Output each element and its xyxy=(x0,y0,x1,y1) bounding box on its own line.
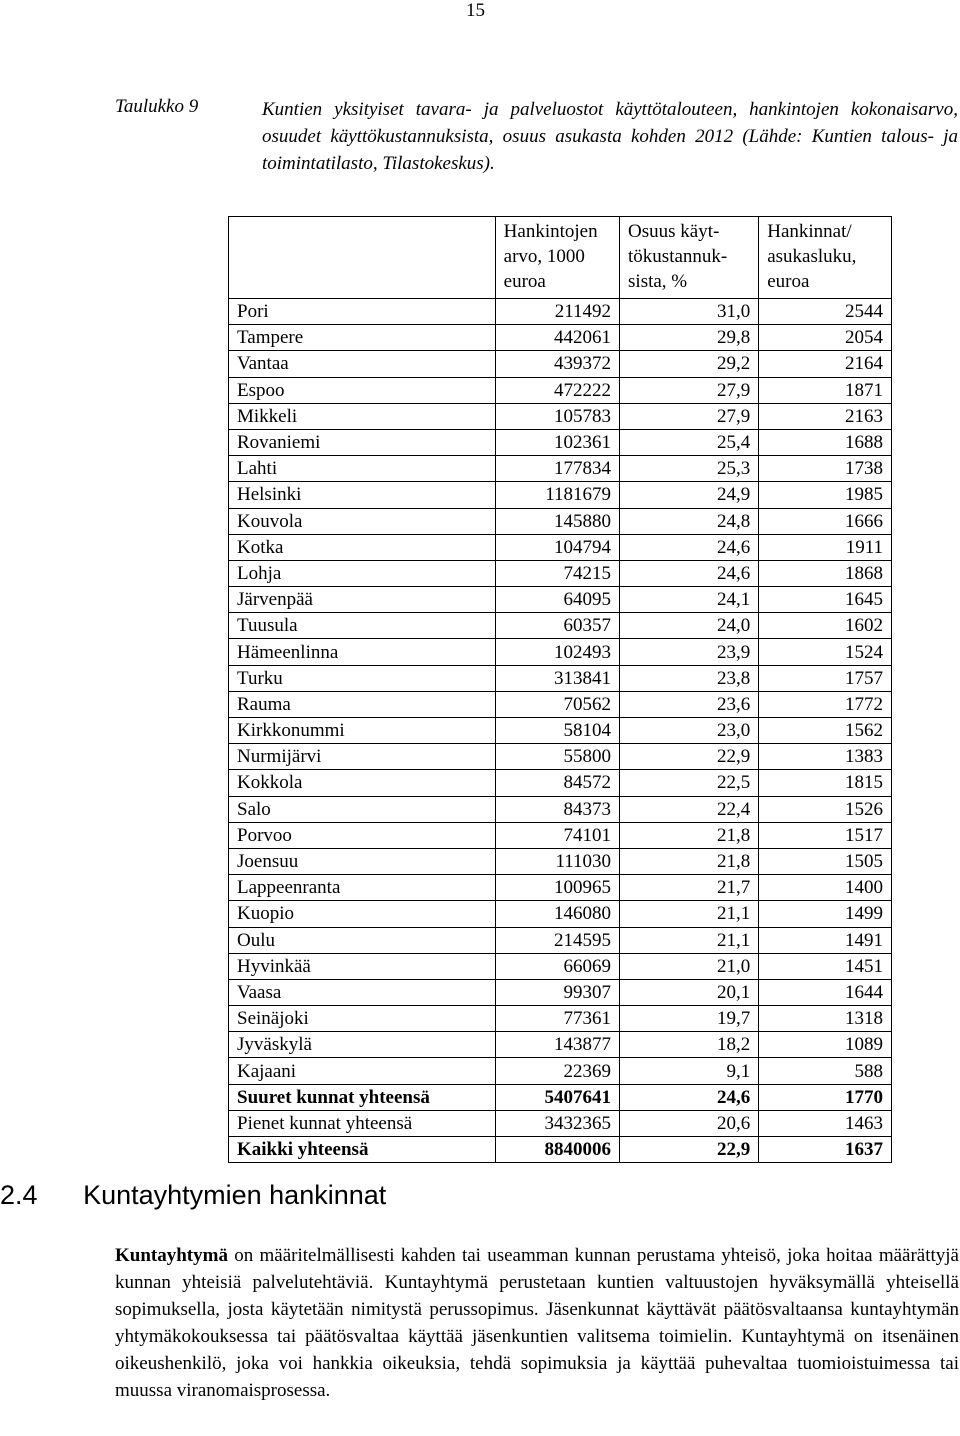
header-cell-name xyxy=(229,217,496,299)
cell-name: Pienet kunnat yhteensä xyxy=(229,1110,496,1136)
table-row xyxy=(229,1084,892,1110)
cell-per-capita: 1770 xyxy=(759,1084,892,1110)
cell-per-capita: 1666 xyxy=(759,508,892,534)
cell-name: Mikkeli xyxy=(229,403,496,429)
body-paragraph xyxy=(115,1242,959,1404)
cell-share: 23,8 xyxy=(620,665,759,691)
cell-share: 21,1 xyxy=(620,927,759,953)
cell-share: 23,9 xyxy=(620,639,759,665)
header-cell-value: Hankintojen arvo, 1000 euroa xyxy=(495,217,619,299)
table-row xyxy=(229,325,892,351)
cell-value: 74215 xyxy=(495,560,619,586)
cell-share: 24,6 xyxy=(620,534,759,560)
cell-per-capita: 1645 xyxy=(759,587,892,613)
cell-per-capita: 1772 xyxy=(759,691,892,717)
table-row xyxy=(229,1058,892,1084)
cell-value: 143877 xyxy=(495,1032,619,1058)
cell-per-capita: 1505 xyxy=(759,848,892,874)
table-row xyxy=(229,822,892,848)
cell-share: 22,9 xyxy=(620,1137,759,1163)
cell-name: Kajaani xyxy=(229,1058,496,1084)
cell-value: 145880 xyxy=(495,508,619,534)
cell-share: 24,0 xyxy=(620,613,759,639)
cell-name: Jyväskylä xyxy=(229,1032,496,1058)
cell-share: 29,8 xyxy=(620,325,759,351)
cell-name: Rovaniemi xyxy=(229,429,496,455)
cell-value: 1181679 xyxy=(495,482,619,508)
cell-share: 21,7 xyxy=(620,875,759,901)
cell-value: 472222 xyxy=(495,377,619,403)
table-row xyxy=(229,403,892,429)
table-row xyxy=(229,875,892,901)
cell-value: 74101 xyxy=(495,822,619,848)
table-caption-text: Kuntien yksityiset tavara- ja palveluostot käyttötalouteen, hankintojen kokonaisarvo, osuudet käyttökustannuksista, osuus asukasta kohden 2012 (Lähde: Kuntien talous- ja toimintatilasto, Tilastokeskus). xyxy=(262,99,958,174)
table-row xyxy=(229,1006,892,1032)
cell-value: 22369 xyxy=(495,1058,619,1084)
table-row xyxy=(229,587,892,613)
cell-per-capita: 2163 xyxy=(759,403,892,429)
procurement-table xyxy=(228,216,892,1163)
cell-share: 29,2 xyxy=(620,351,759,377)
cell-name: Hämeenlinna xyxy=(229,639,496,665)
cell-per-capita: 588 xyxy=(759,1058,892,1084)
cell-per-capita: 1526 xyxy=(759,796,892,822)
cell-name: Oulu xyxy=(229,927,496,953)
cell-per-capita: 2054 xyxy=(759,325,892,351)
cell-value: 84572 xyxy=(495,770,619,796)
table-row xyxy=(229,953,892,979)
section-number: 2.4 xyxy=(0,1180,38,1210)
cell-share: 21,0 xyxy=(620,953,759,979)
table-row xyxy=(229,1137,892,1163)
cell-value: 58104 xyxy=(495,718,619,744)
cell-value: 64095 xyxy=(495,587,619,613)
cell-value: 5407641 xyxy=(495,1084,619,1110)
table-row xyxy=(229,639,892,665)
table-header-row xyxy=(229,217,892,299)
cell-per-capita: 1089 xyxy=(759,1032,892,1058)
cell-name: Vantaa xyxy=(229,351,496,377)
cell-name: Pori xyxy=(229,299,496,325)
cell-share: 25,3 xyxy=(620,456,759,482)
cell-value: 104794 xyxy=(495,534,619,560)
cell-name: Helsinki xyxy=(229,482,496,508)
cell-share: 23,6 xyxy=(620,691,759,717)
cell-value: 102493 xyxy=(495,639,619,665)
cell-value: 3432365 xyxy=(495,1110,619,1136)
cell-per-capita: 1757 xyxy=(759,665,892,691)
cell-value: 77361 xyxy=(495,1006,619,1032)
cell-share: 9,1 xyxy=(620,1058,759,1084)
cell-share: 19,7 xyxy=(620,1006,759,1032)
cell-name: Kaikki yhteensä xyxy=(229,1137,496,1163)
cell-name: Rauma xyxy=(229,691,496,717)
cell-per-capita: 1871 xyxy=(759,377,892,403)
cell-share: 21,8 xyxy=(620,848,759,874)
cell-share: 24,9 xyxy=(620,482,759,508)
cell-name: Joensuu xyxy=(229,848,496,874)
section-title: Kuntayhtymien hankinnat xyxy=(83,1180,387,1210)
cell-value: 214595 xyxy=(495,927,619,953)
cell-value: 146080 xyxy=(495,901,619,927)
cell-share: 27,9 xyxy=(620,377,759,403)
cell-name: Tuusula xyxy=(229,613,496,639)
cell-name: Kokkola xyxy=(229,770,496,796)
cell-per-capita: 1602 xyxy=(759,613,892,639)
cell-per-capita: 1451 xyxy=(759,953,892,979)
cell-value: 66069 xyxy=(495,953,619,979)
body-text: on määritelmällisesti kahden tai useamman kunnan perustama yhteisö, joka hoitaa määrättyjä kunnan yhteisiä palvelutehtäviä. Kuntayhtymä perustetaan kuntien valtuustojen hyväksymällä yhteisellä sopimuksella, josta käytetään nimitystä perussopimus. Jäsenkunnat käyttävät päätösvaltaansa kuntayhtymän yhtymäkokouksessa tai päätösvaltaa käyttää jäsenkuntien valitsema toimielin. Kuntayhtymä on itsenäinen oikeushenkilö, joka voi hankkia oikeuksia, tehdä sopimuksia ja käyttää puhevaltaa tuomioistuimessa tai muussa viranomaisprosessa. xyxy=(115,1245,959,1401)
cell-share: 18,2 xyxy=(620,1032,759,1058)
cell-share: 24,6 xyxy=(620,1084,759,1110)
cell-value: 439372 xyxy=(495,351,619,377)
cell-value: 111030 xyxy=(495,848,619,874)
cell-name: Seinäjoki xyxy=(229,1006,496,1032)
cell-share: 20,6 xyxy=(620,1110,759,1136)
cell-name: Lahti xyxy=(229,456,496,482)
table-caption-label: Taulukko 9 xyxy=(115,96,199,117)
cell-value: 313841 xyxy=(495,665,619,691)
cell-value: 60357 xyxy=(495,613,619,639)
cell-value: 99307 xyxy=(495,979,619,1005)
table-row xyxy=(229,377,892,403)
cell-share: 24,8 xyxy=(620,508,759,534)
cell-name: Espoo xyxy=(229,377,496,403)
table-row xyxy=(229,456,892,482)
cell-value: 100965 xyxy=(495,875,619,901)
table-row xyxy=(229,665,892,691)
cell-name: Hyvinkää xyxy=(229,953,496,979)
cell-name: Lohja xyxy=(229,560,496,586)
cell-share: 21,8 xyxy=(620,822,759,848)
cell-per-capita: 1738 xyxy=(759,456,892,482)
table-row xyxy=(229,299,892,325)
cell-name: Suuret kunnat yhteensä xyxy=(229,1084,496,1110)
table-row xyxy=(229,927,892,953)
table-row xyxy=(229,351,892,377)
header-cell-per-capita: Hankinnat/ asukasluku, euroa xyxy=(759,217,892,299)
table-row xyxy=(229,534,892,560)
cell-name: Turku xyxy=(229,665,496,691)
table-body xyxy=(229,299,892,1163)
cell-name: Kotka xyxy=(229,534,496,560)
cell-name: Kirkkonummi xyxy=(229,718,496,744)
cell-per-capita: 1383 xyxy=(759,744,892,770)
cell-name: Porvoo xyxy=(229,822,496,848)
cell-value: 105783 xyxy=(495,403,619,429)
cell-value: 442061 xyxy=(495,325,619,351)
cell-per-capita: 1463 xyxy=(759,1110,892,1136)
cell-name: Tampere xyxy=(229,325,496,351)
cell-share: 31,0 xyxy=(620,299,759,325)
cell-value: 84373 xyxy=(495,796,619,822)
cell-share: 24,1 xyxy=(620,587,759,613)
table-row xyxy=(229,718,892,744)
cell-value: 211492 xyxy=(495,299,619,325)
section-heading xyxy=(0,1180,386,1211)
cell-per-capita: 2164 xyxy=(759,351,892,377)
body-term: Kuntayhtymä xyxy=(115,1245,228,1266)
table-row xyxy=(229,796,892,822)
cell-name: Vaasa xyxy=(229,979,496,1005)
cell-share: 22,9 xyxy=(620,744,759,770)
cell-share: 23,0 xyxy=(620,718,759,744)
cell-per-capita: 1644 xyxy=(759,979,892,1005)
cell-name: Salo xyxy=(229,796,496,822)
table-row xyxy=(229,979,892,1005)
cell-per-capita: 1911 xyxy=(759,534,892,560)
cell-per-capita: 2544 xyxy=(759,299,892,325)
table-row xyxy=(229,848,892,874)
cell-per-capita: 1400 xyxy=(759,875,892,901)
table-row xyxy=(229,508,892,534)
cell-per-capita: 1815 xyxy=(759,770,892,796)
cell-per-capita: 1524 xyxy=(759,639,892,665)
cell-per-capita: 1318 xyxy=(759,1006,892,1032)
table-row xyxy=(229,1032,892,1058)
cell-share: 21,1 xyxy=(620,901,759,927)
cell-name: Lappeenranta xyxy=(229,875,496,901)
table-row xyxy=(229,429,892,455)
cell-per-capita: 1499 xyxy=(759,901,892,927)
cell-share: 20,1 xyxy=(620,979,759,1005)
cell-name: Järvenpää xyxy=(229,587,496,613)
table-row xyxy=(229,770,892,796)
cell-value: 70562 xyxy=(495,691,619,717)
table-row xyxy=(229,560,892,586)
page-number: 15 xyxy=(466,0,485,21)
table-row xyxy=(229,744,892,770)
table-row xyxy=(229,1110,892,1136)
cell-value: 102361 xyxy=(495,429,619,455)
cell-name: Kuopio xyxy=(229,901,496,927)
cell-per-capita: 1491 xyxy=(759,927,892,953)
cell-per-capita: 1688 xyxy=(759,429,892,455)
cell-share: 22,4 xyxy=(620,796,759,822)
table-row xyxy=(229,613,892,639)
cell-share: 27,9 xyxy=(620,403,759,429)
table-row xyxy=(229,482,892,508)
cell-per-capita: 1517 xyxy=(759,822,892,848)
cell-share: 24,6 xyxy=(620,560,759,586)
cell-value: 177834 xyxy=(495,456,619,482)
cell-per-capita: 1562 xyxy=(759,718,892,744)
cell-share: 25,4 xyxy=(620,429,759,455)
cell-per-capita: 1637 xyxy=(759,1137,892,1163)
cell-share: 22,5 xyxy=(620,770,759,796)
header-cell-share: Osuus käyt- tökustannuk- sista, % xyxy=(620,217,759,299)
table-row xyxy=(229,901,892,927)
cell-per-capita: 1868 xyxy=(759,560,892,586)
table-row xyxy=(229,691,892,717)
cell-per-capita: 1985 xyxy=(759,482,892,508)
cell-name: Kouvola xyxy=(229,508,496,534)
cell-name: Nurmijärvi xyxy=(229,744,496,770)
cell-value: 8840006 xyxy=(495,1137,619,1163)
cell-value: 55800 xyxy=(495,744,619,770)
